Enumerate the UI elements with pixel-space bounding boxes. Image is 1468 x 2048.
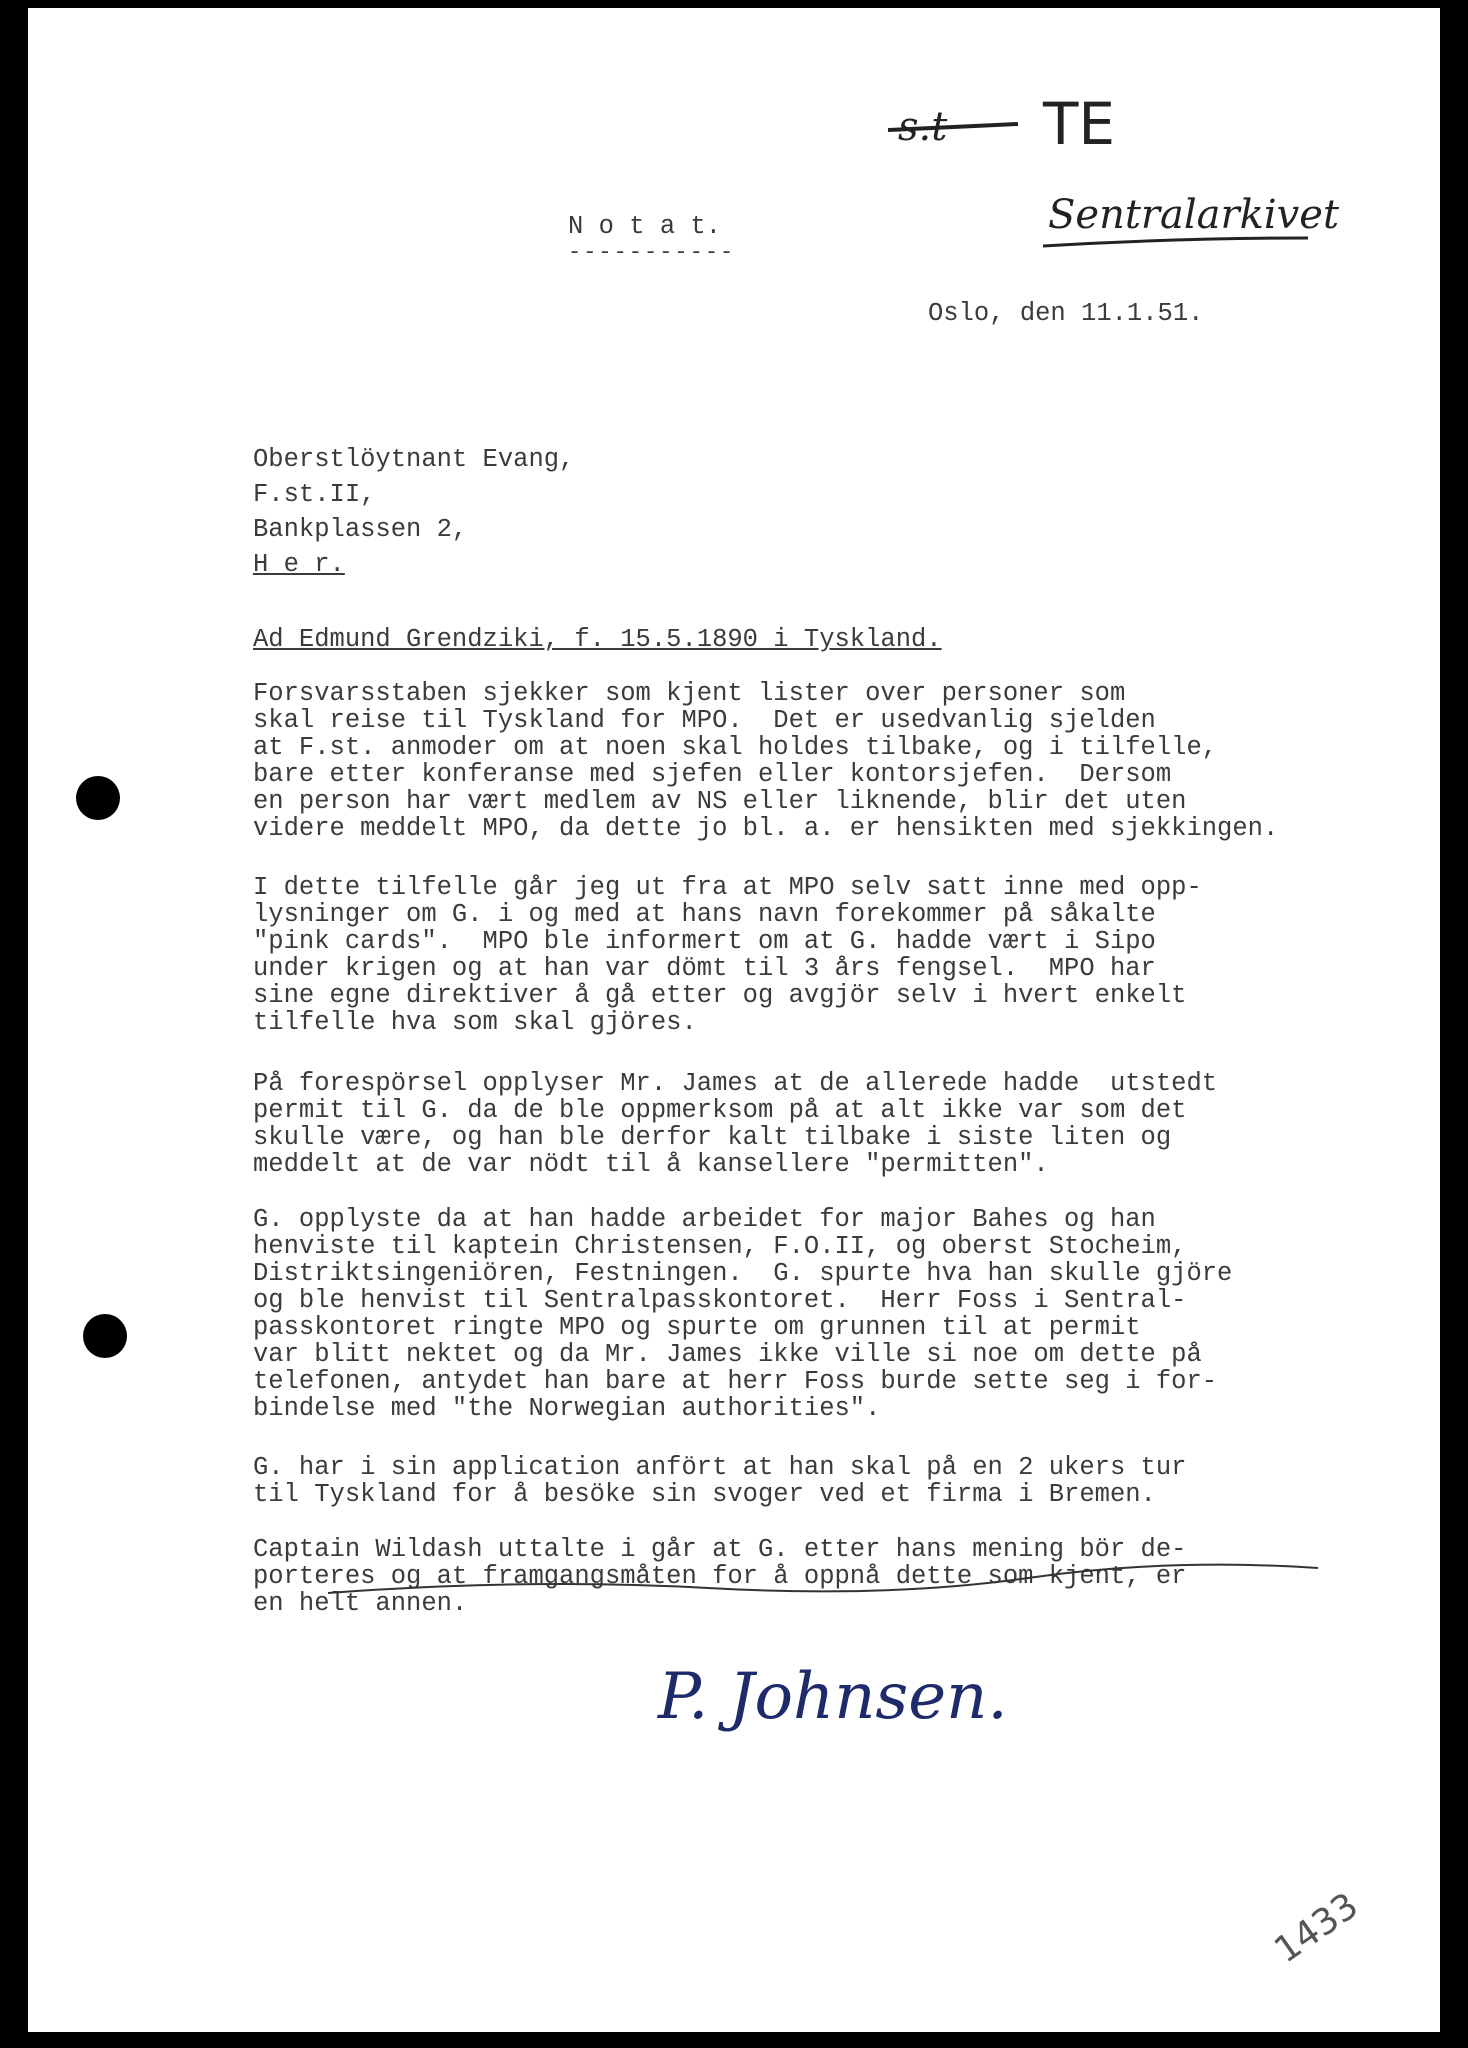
handwritten-dept: Sentralarkivet [1048,192,1340,238]
punch-hole-top [76,776,120,820]
signature-text: P. Johnsen. [658,1660,1008,1734]
dateline: Oslo, den 11.1.51. [928,299,1204,328]
paragraph-1: Forsvarsstaben sjekker som kjent lister over personer som skal reise til Tyskland for MPO. Det er usedvanlig sjelden at F.st. anmoder om at noen skal holdes tilbake, og i tilfelle, bare etter konferanse med sjefen eller kontorsjefen. Dersom en person har vært medlem av NS eller liknende, blir det uten videre meddelt MPO, da dette jo bl. a. er hensikten med sjekkingen. [253,679,1279,843]
handwritten-annotation [878,88,1398,278]
address-city: H e r. [253,550,345,579]
signature [648,1608,1008,1768]
title-text: N o t a t. [568,212,722,241]
paragraph-2: I dette tilfelle går jeg ut fra at MPO selv satt inne med opp- lysninger om G. i og med at hans navn forekommer på såkalte "pink cards". MPO ble informert om at G. hadde vært i Sipo under krigen og at han var dömt til 3 års fengsel. MPO har sine egne direktiver å gå etter og avgjör selv i hvert enkelt tilfelle hva som skal gjöres. [253,873,1202,1037]
punch-hole-bottom [83,1314,127,1358]
address-unit: F.st.II, [253,480,376,509]
page-number-text: 1433 [1267,1885,1366,1972]
subject-line: Ad Edmund Grendziki, f. 15.5.1890 i Tyskland. [253,625,942,654]
paragraph-4: G. opplyste da at han hadde arbeidet for major Bahes og han henviste til kaptein Christensen, F.O.II, og oberst Stocheim, Distriktsingeniören, Festningen. G. spurte hva han skulle gjöre og ble henvist til Sentralpasskontoret. Herr Foss i Sentral- passkontoret ringte MPO og spurte om grunnen til at permit var blitt nektet og da Mr. James ikke ville si noe om dette på telefonen, antydet han bare at herr Foss burde sette seg i for- bindelse med "the Norwegian authorities". [253,1205,1233,1423]
address-street: Bankplassen 2, [253,515,468,544]
paragraph-5: G. har i sin application anfört at han skal på en 2 ukers tur til Tyskland for å besöke sin svoger ved et firma i Bremen. [253,1453,1187,1509]
handwritten-code: TE [1043,90,1116,158]
pencil-stroke [328,1548,1328,1608]
address-name: Oberstlöytnant Evang, [253,445,575,474]
dept-underline [1043,238,1308,246]
paragraph-3: På forespörsel opplyser Mr. James at de allerede hadde utstedt permit til G. da de ble oppmerksom på at alt ikke var som det skulle være, og han ble derfor kalt tilbake i siste liten og meddelt at de var nödt til å kansellere "permitten". [253,1069,1218,1179]
struck-note: s.t [898,104,948,150]
title-underline: ----------- [568,240,736,265]
document-title [568,213,735,265]
page-number [1248,1868,1398,1978]
paragraph-6: Captain Wildash uttalte i går at G. etter hans mening bör de- porteres og at framgangsmåten for å oppnå dette som kjent, er en helt annen. [253,1535,1187,1618]
document-page [28,8,1440,2032]
